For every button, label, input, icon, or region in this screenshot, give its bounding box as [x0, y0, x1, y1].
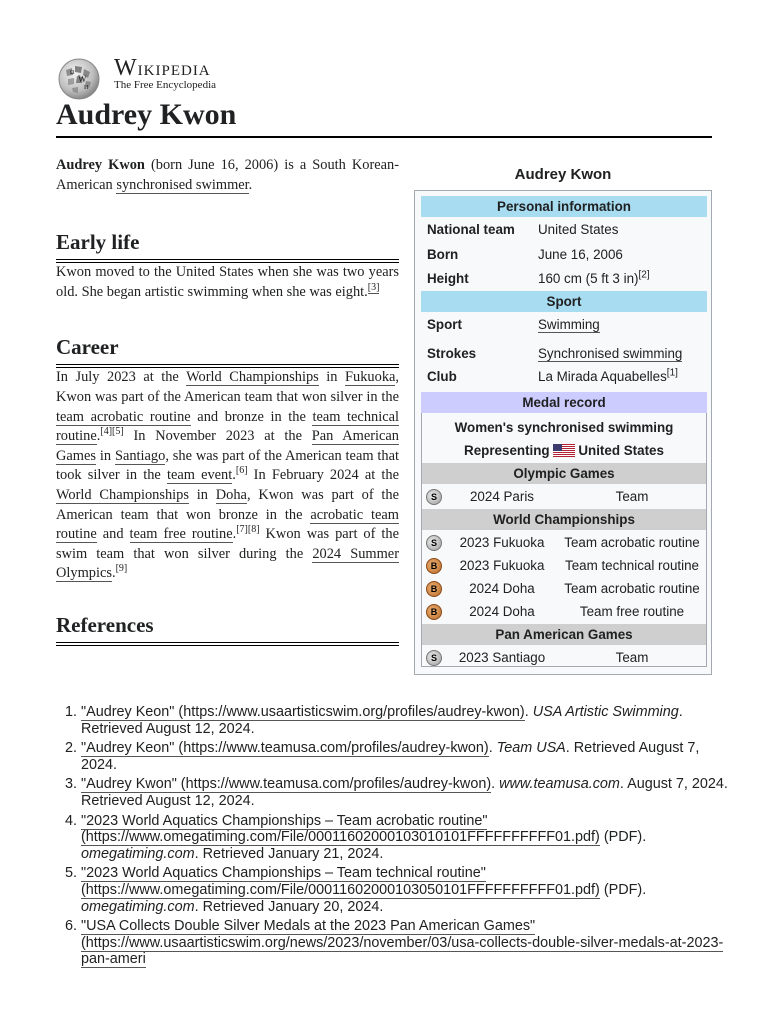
doha-link[interactable]: Doha: [215, 486, 247, 503]
reference-publisher: omegatiming.com: [81, 898, 195, 915]
summer-olympics-link[interactable]: 2024 Summer Olympics: [56, 545, 399, 582]
personal-information-header: Personal information: [421, 196, 707, 217]
ref-link[interactable]: [6]: [235, 465, 248, 477]
national-team-label: National team: [427, 222, 515, 237]
ref-link[interactable]: [3]: [367, 281, 380, 293]
wordmark-text: Wikipedia: [114, 55, 211, 81]
career-paragraph: In July 2023 at the World Championships in Fukuoka, Kwon was part of the American team that won silver in the team acrobatic routine and bronze in the team technical routine.[4][5] In November 2023 at the Pan American Games in Santiago, she was part of the American team that took silver in the team event.[6] In February 2024 at the World Championships in Doha, Kwon was part of the American team that won bronze in the acrobatic team routine and team free routine.[7][8] Kwon was part of the swim team that won silver during the 2024 Summer Olympics.[9]: [56, 369, 400, 582]
medal-record-header: Medal record: [421, 392, 707, 413]
born-label: Born: [427, 247, 459, 262]
reference-publisher: omegatiming.com: [81, 845, 195, 862]
medal-row: [422, 532, 706, 553]
sport-label: Sport: [427, 317, 462, 332]
wordmark-tagline: The Free Encyclopedia: [114, 79, 217, 91]
title-divider: [56, 136, 712, 138]
medal-event-link[interactable]: 2023 Fukuoka: [459, 535, 545, 550]
sport-row: [421, 317, 707, 335]
medal-section-header: Olympic Games: [422, 463, 706, 484]
world-championships-link[interactable]: World Championships: [56, 486, 189, 503]
svg-text:W: W: [78, 74, 87, 84]
swimming-link[interactable]: Swimming: [538, 317, 600, 332]
medal-section-header: World Championships: [422, 509, 706, 530]
medal-category-link[interactable]: Team: [615, 489, 649, 504]
reference-link[interactable]: "USA Collects Double Silver Medals at the 2023 Pan American Games" (https://www.usaartisticswim.org/news/2023/november/03/usa-collects-double-silver-medals-at-2023-pan-ameri: [81, 918, 724, 968]
reference-item: [81, 918, 733, 968]
reference-publisher: USA Artistic Swimming: [532, 704, 679, 720]
club-label: Club: [427, 369, 457, 384]
pan-american-games-link[interactable]: Pan American Games: [56, 428, 399, 464]
reference-item: 2. "Audrey Keon" (https://www.teamusa.com/profiles/audrey-kwon). Team USA. Retrieved August 7, 2024.: [81, 740, 733, 773]
fukuoka-link[interactable]: Fukuoka: [345, 369, 396, 386]
reference-link[interactable]: "Audrey Keon" (https://www.teamusa.com/profiles/audrey-kwon): [81, 740, 489, 757]
medal-event-link[interactable]: 2024 Doha: [469, 581, 535, 596]
synchronised-swimming-link[interactable]: Synchronised swimming: [538, 346, 683, 361]
wikipedia-wordmark[interactable]: [114, 57, 216, 92]
national-team-row: [421, 222, 707, 240]
medal-category-link[interactable]: Team acrobatic routine: [564, 535, 700, 550]
strokes-row: [421, 346, 707, 364]
medal-event-link[interactable]: 2023 Santiago: [458, 650, 546, 665]
acrobatic-team-routine-link[interactable]: acrobatic team routine: [56, 506, 399, 543]
early-life-heading: Early life: [56, 230, 140, 255]
medal-category-link[interactable]: Team acrobatic routine: [564, 581, 700, 596]
medal-event-link[interactable]: 2023 Fukuoka: [459, 558, 545, 573]
svg-text:Ω: Ω: [70, 70, 75, 76]
medal-table: [421, 392, 707, 667]
references-heading: References: [56, 612, 154, 637]
team-event-link[interactable]: team event: [166, 467, 233, 484]
reference-publisher: www.teamusa.com: [499, 776, 620, 793]
world-championships-link[interactable]: World Championships: [186, 369, 319, 386]
silver-medal-icon: S: [426, 650, 442, 666]
intro-paragraph: Audrey Kwon (born June 16, 2006) is a South Korean-American synchronised swimmer.: [56, 157, 400, 193]
svg-text:И: И: [84, 85, 89, 91]
representing-country[interactable]: United States: [578, 443, 664, 458]
reference-link[interactable]: "Audrey Keon" (https://www.usaartisticswim.org/profiles/audrey-kwon): [81, 704, 525, 720]
born-value: June 16, 2006: [538, 247, 623, 262]
discipline-label: Women's synchronised swimming: [454, 420, 674, 435]
team-acrobatic-routine-link[interactable]: team acrobatic routine: [56, 408, 191, 425]
medal-row: [422, 578, 706, 599]
medal-category-link[interactable]: Team: [615, 650, 649, 665]
reference-link[interactable]: "Audrey Kwon" (https://www.teamusa.com/profiles/audrey-kwon): [81, 776, 492, 793]
medal-event-link[interactable]: 2024 Doha: [469, 604, 535, 619]
medal-category-link[interactable]: Team technical routine: [565, 558, 699, 573]
club-value: La Mirada Aquabelles[1]: [538, 367, 678, 384]
us-flag-icon: [553, 444, 575, 457]
synchronised-swimmer-link[interactable]: synchronised swimmer: [116, 176, 249, 193]
club-row: [421, 369, 707, 387]
ref-link[interactable]: [2]: [638, 269, 650, 281]
ref-link[interactable]: [7][8]: [236, 524, 260, 536]
infobox-caption: Audrey Kwon: [514, 166, 612, 183]
representing-row: Representing United States: [464, 443, 664, 458]
reference-link[interactable]: "2023 World Aquatics Championships – Team technical routine" (https://www.omegatiming.com/File/00011602000103050101FFFFFFFFFF01.pdf): [81, 865, 600, 898]
medal-row: [422, 486, 706, 507]
intro-name: Audrey Kwon: [56, 157, 145, 173]
medal-event-link[interactable]: 2024 Paris: [469, 489, 535, 504]
reference-link[interactable]: "2023 World Aquatics Championships – Team acrobatic routine" (https://www.omegatiming.com/File/00011602000103010101FFFFFFFFFF01.pdf): [81, 812, 600, 846]
heading-divider: [56, 642, 399, 646]
ref-link[interactable]: [4][5]: [100, 426, 124, 438]
references-list: [60, 704, 733, 971]
silver-medal-icon: S: [426, 489, 442, 505]
medal-row: [422, 647, 706, 668]
silver-medal-icon: S: [426, 535, 442, 551]
career-heading: Career: [56, 335, 119, 360]
reference-item: 4. "2023 World Aquatics Championships – Team acrobatic routine" (https://www.omegatiming.com/File/00011602000103010101FFFFFFFFFF01.pdf) (PDF). omegatiming.com. Retrieved January 21, 2024.: [81, 813, 733, 863]
early-life-paragraph: Kwon moved to the United States when she was two years old. She began artistic swimming when she was eight.[3]: [56, 264, 399, 300]
bronze-medal-icon: B: [426, 558, 442, 574]
bronze-medal-icon: B: [426, 581, 442, 597]
reference-item: 1. "Audrey Keon" (https://www.usaartisticswim.org/profiles/audrey-kwon). USA Artistic Swimming. Retrieved August 12, 2024.: [81, 704, 733, 737]
born-row: [421, 247, 707, 265]
national-team-value: United States: [538, 222, 619, 237]
reference-item: 3. "Audrey Kwon" (https://www.teamusa.com/profiles/audrey-kwon). www.teamusa.com. August 7, 2024. Retrieved August 12, 2024.: [81, 776, 733, 809]
medal-section-header: Pan American Games: [422, 624, 706, 645]
ref-link[interactable]: [9]: [115, 563, 128, 575]
team-free-routine-link[interactable]: team free routine: [129, 526, 233, 543]
medal-row: [422, 555, 706, 576]
strokes-label: Strokes: [427, 346, 477, 361]
santiago-link[interactable]: Santiago: [114, 447, 166, 464]
sport-header: Sport: [421, 291, 707, 312]
medal-row: [422, 601, 706, 622]
infobox: [414, 190, 712, 675]
bronze-medal-icon: B: [426, 604, 442, 620]
height-label: Height: [427, 271, 469, 286]
ref-link[interactable]: [1]: [666, 367, 678, 379]
team-technical-routine-link[interactable]: team technical routine: [56, 408, 399, 445]
reference-item: 5. "2023 World Aquatics Championships – Team technical routine" (https://www.omegatiming.com/File/00011602000103050101FFFFFFFFFF01.pdf) (PDF). omegatiming.com. Retrieved January 20, 2024.: [81, 865, 733, 915]
height-value: 160 cm (5 ft 3 in)[2]: [538, 269, 650, 286]
reference-publisher: Team USA: [496, 740, 566, 757]
height-row: [421, 271, 707, 289]
medal-category-link[interactable]: Team free routine: [579, 604, 685, 619]
page-title: Audrey Kwon: [56, 98, 237, 131]
article-body: [56, 156, 399, 646]
